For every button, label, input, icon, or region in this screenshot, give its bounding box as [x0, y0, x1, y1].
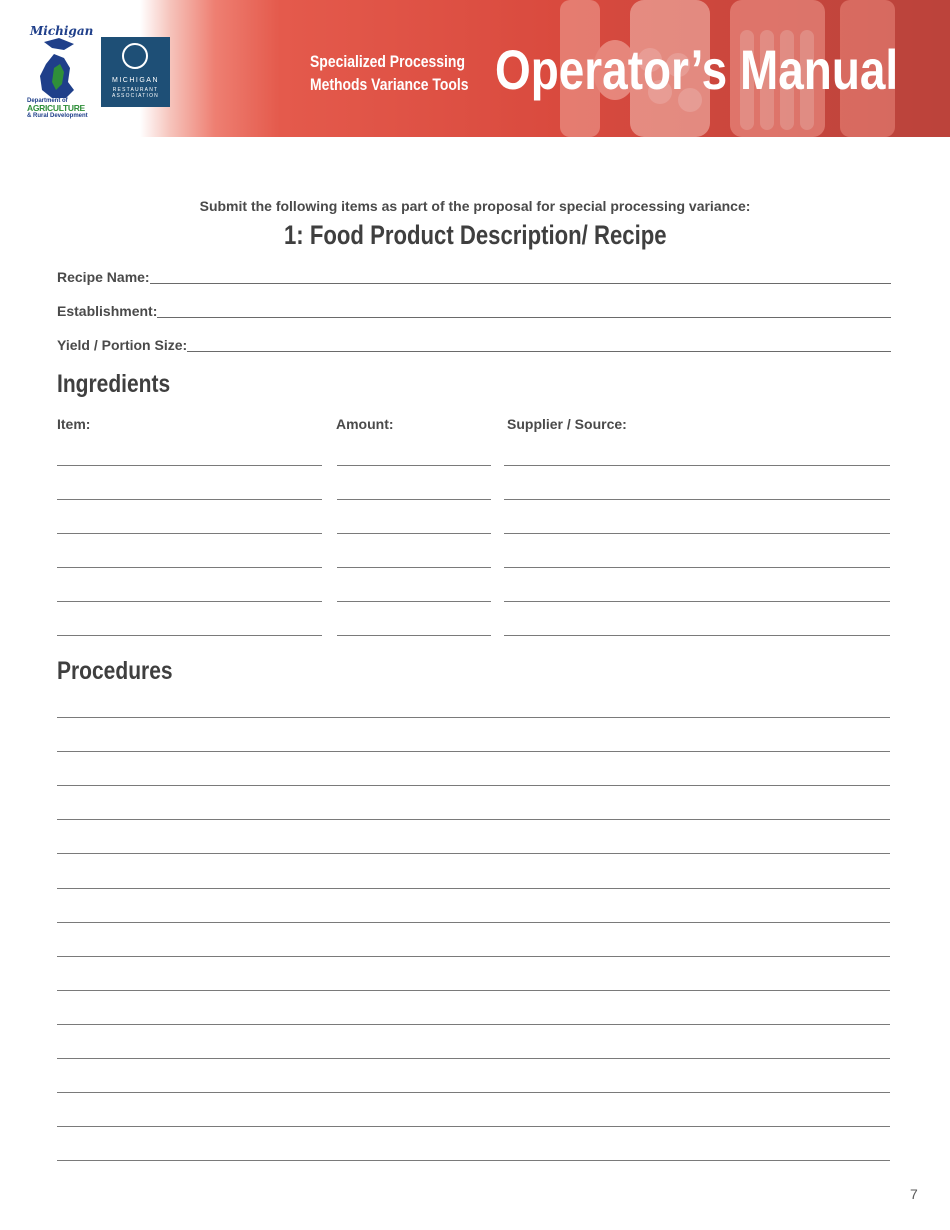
ingredient-supplier-line[interactable]	[504, 601, 890, 602]
ingredient-amount-line[interactable]	[337, 533, 491, 534]
ingredient-supplier-line[interactable]	[504, 567, 890, 568]
recipe-name-field[interactable]	[57, 266, 891, 286]
procedure-line[interactable]	[57, 1126, 890, 1127]
ingredient-item-line[interactable]	[57, 635, 322, 636]
procedure-line[interactable]	[57, 751, 890, 752]
intro-text: Submit the following items as part of the proposal for special processing variance:	[199, 198, 751, 214]
mdard-line2: AGRICULTURE	[27, 103, 85, 113]
procedure-line[interactable]	[57, 956, 890, 957]
ingredient-item-line[interactable]	[57, 499, 322, 500]
procedure-line[interactable]	[57, 1092, 890, 1093]
ingredient-amount-line[interactable]	[337, 635, 491, 636]
procedure-line[interactable]	[57, 785, 890, 786]
restaurant-association-logo	[101, 37, 170, 107]
recipe-name-line[interactable]	[150, 282, 891, 284]
ingredient-supplier-line[interactable]	[504, 533, 890, 534]
yield-portion-field[interactable]	[57, 334, 891, 354]
subtitle-line1: Specialized Processing	[310, 52, 465, 71]
logo-area	[0, 0, 180, 137]
section-title	[0, 220, 950, 251]
ring-icon	[122, 43, 148, 69]
subtitle-line2: Methods Variance Tools	[310, 75, 469, 94]
ingredient-amount-line[interactable]	[337, 601, 491, 602]
procedure-line[interactable]	[57, 1160, 890, 1161]
procedure-line[interactable]	[57, 990, 890, 991]
establishment-label: Establishment:	[57, 303, 158, 319]
ingredient-supplier-line[interactable]	[504, 499, 890, 500]
ingredient-supplier-line[interactable]	[504, 635, 890, 636]
ingredient-item-line[interactable]	[57, 533, 322, 534]
ingredient-supplier-line[interactable]	[504, 465, 890, 466]
section-title-text: 1: Food Product Description/ Recipe	[283, 220, 667, 250]
procedure-line[interactable]	[57, 717, 890, 718]
ingredient-item-line[interactable]	[57, 567, 322, 568]
yield-portion-line[interactable]	[187, 350, 891, 352]
mdard-text	[27, 98, 93, 119]
ingredient-item-line[interactable]	[57, 601, 322, 602]
procedure-line[interactable]	[57, 853, 890, 854]
mra-line2: RESTAURANT ASSOCIATION	[111, 87, 159, 99]
ingredient-amount-line[interactable]	[337, 465, 491, 466]
item-column-header: Item:	[57, 416, 91, 432]
header-banner	[0, 0, 950, 137]
banner-subtitle	[310, 50, 469, 96]
procedures-heading: Procedures	[57, 657, 173, 685]
ingredient-amount-line[interactable]	[337, 567, 491, 568]
mdard-line3: & Rural Development	[27, 113, 88, 119]
procedure-line[interactable]	[57, 1058, 890, 1059]
establishment-line[interactable]	[157, 316, 891, 318]
procedure-line[interactable]	[57, 888, 890, 889]
supplier-column-header: Supplier / Source:	[507, 416, 627, 432]
manual-title: Operator’s Manual	[495, 38, 899, 101]
recipe-name-label: Recipe Name:	[57, 269, 150, 285]
mdard-line1: Department of	[27, 98, 68, 104]
ingredient-amount-line[interactable]	[337, 499, 491, 500]
ingredient-item-line[interactable]	[57, 465, 322, 466]
michigan-script-text: Michigan	[30, 24, 94, 38]
procedure-line[interactable]	[57, 1024, 890, 1025]
mra-line1: MICHIGAN	[112, 77, 159, 84]
yield-portion-label: Yield / Portion Size:	[57, 337, 188, 353]
amount-column-header: Amount:	[336, 416, 394, 432]
ingredients-heading: Ingredients	[57, 370, 171, 398]
establishment-field[interactable]	[57, 300, 891, 320]
procedure-line[interactable]	[57, 922, 890, 923]
procedure-line[interactable]	[57, 819, 890, 820]
page-number: 7	[910, 1186, 918, 1202]
